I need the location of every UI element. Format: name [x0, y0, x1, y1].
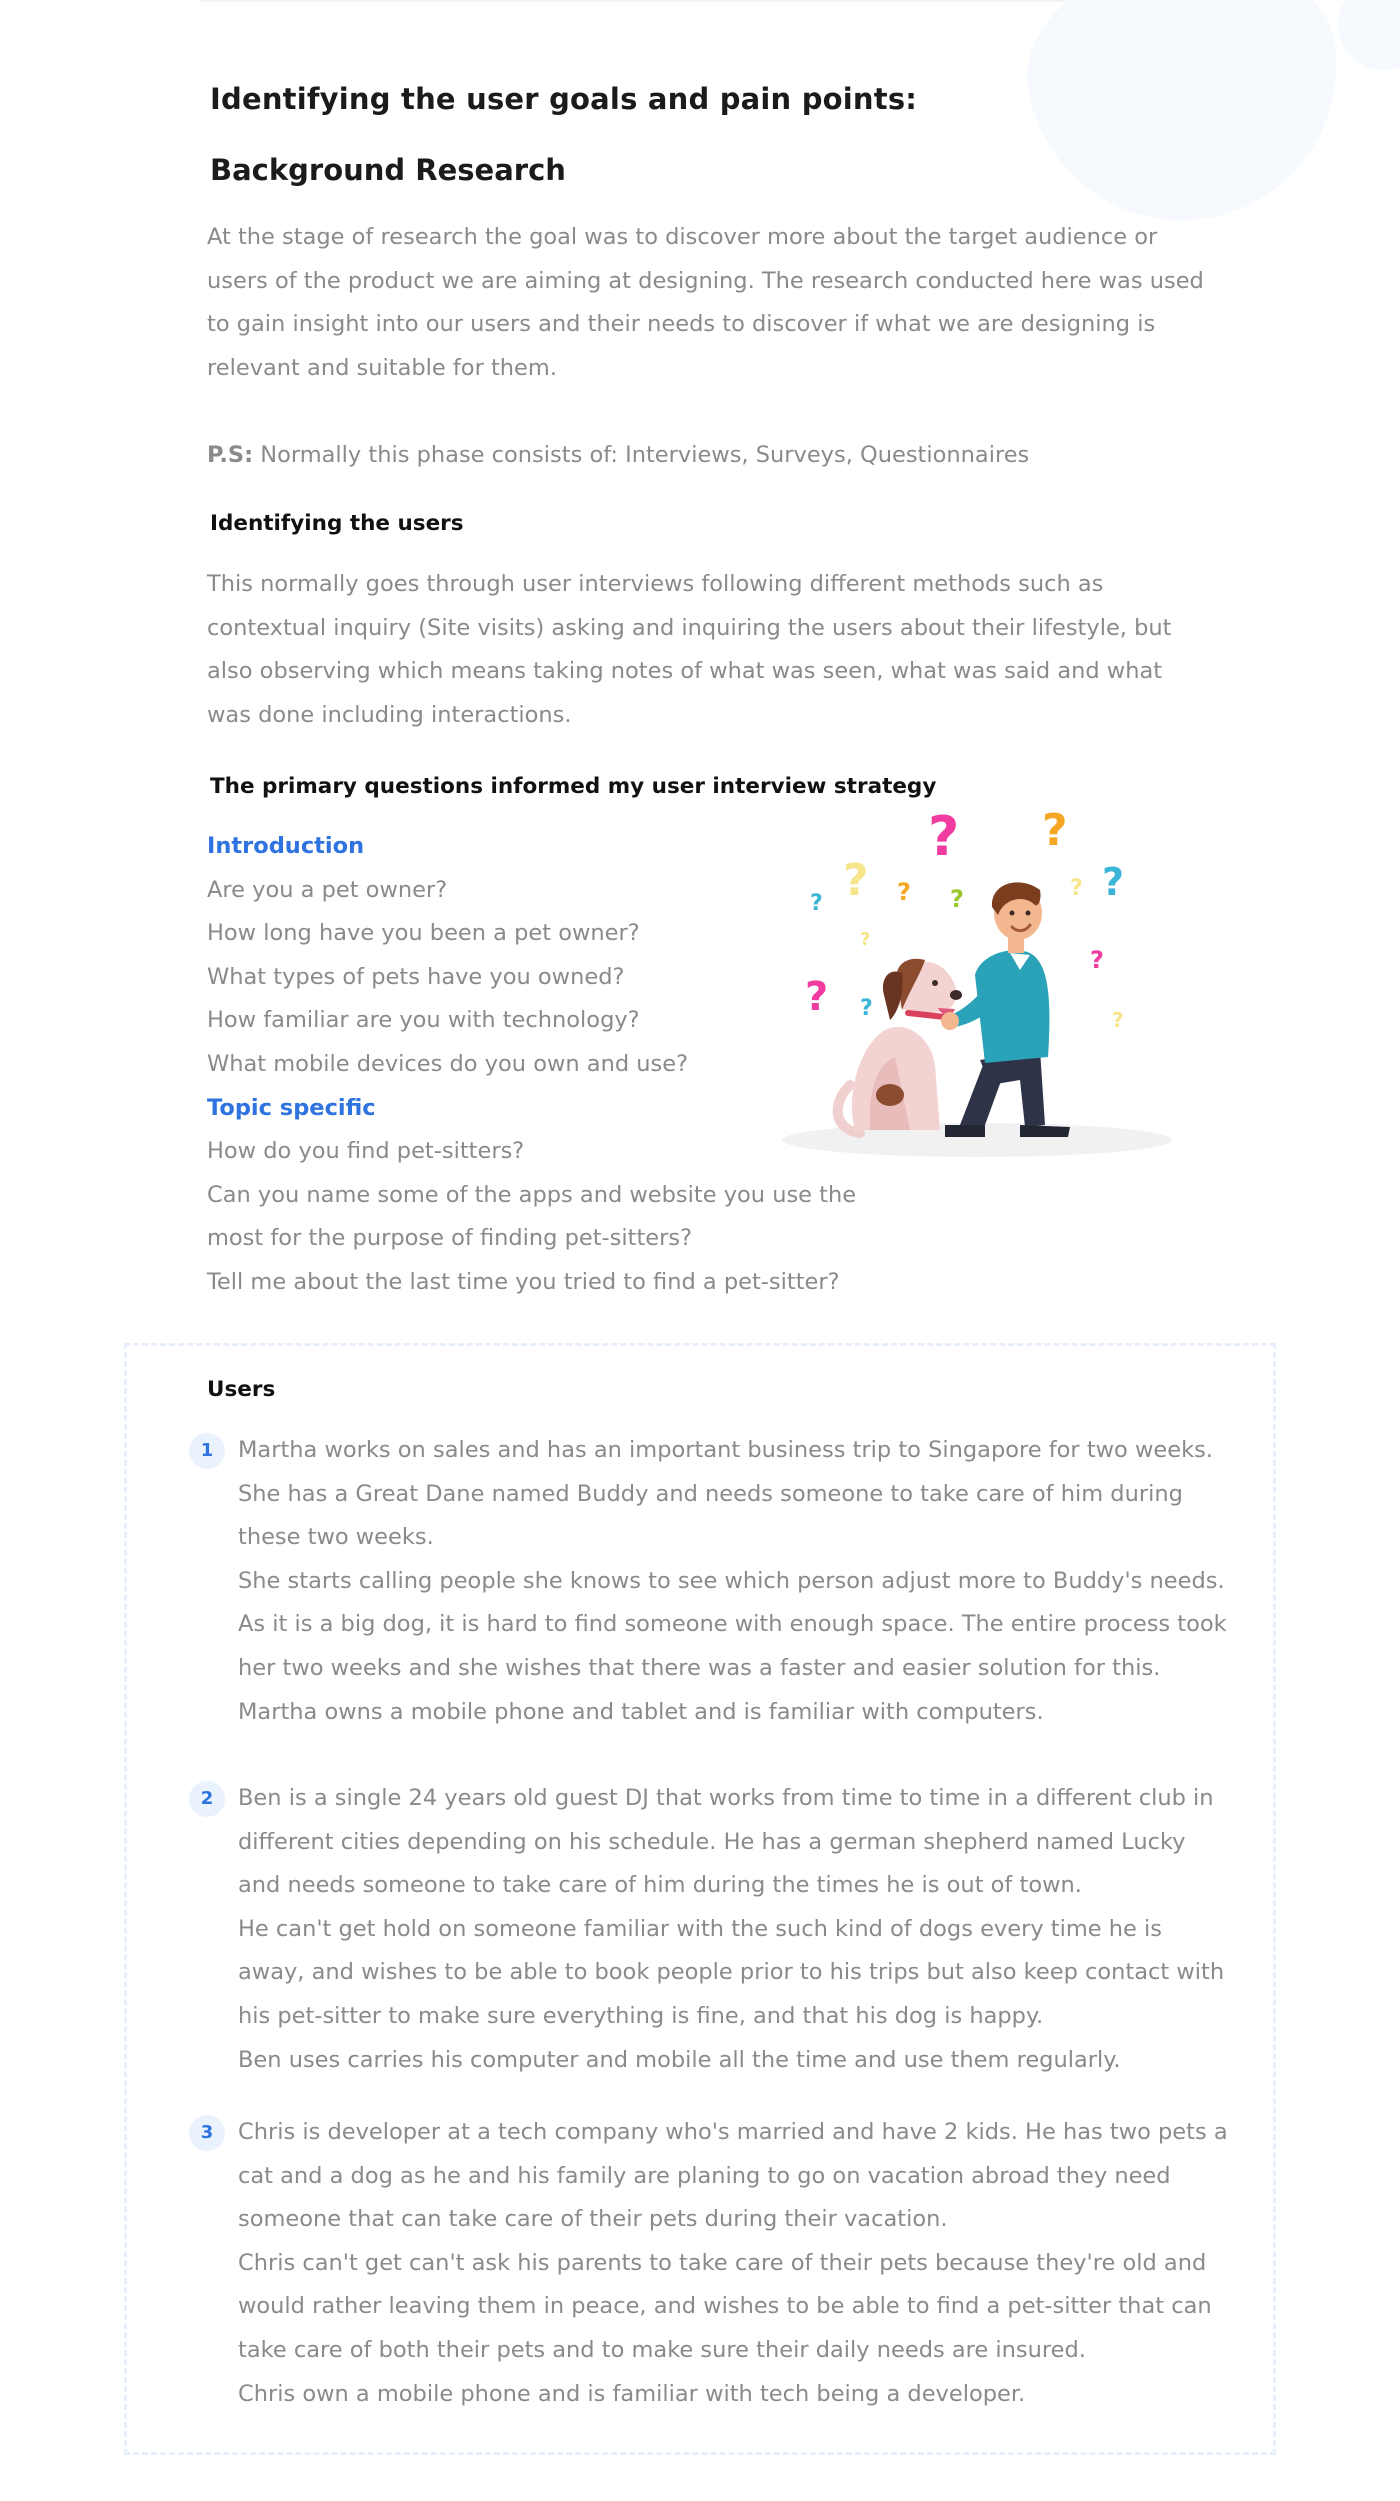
svg-text:?: ?	[928, 805, 960, 868]
question-item: How familiar are you with technology?	[207, 1007, 640, 1034]
identifying-paragraph: This normally goes through user interviews following different methods such as contextual inquiry (Site visits) asking and inquiring the users about their lifestyle, but also observing which means taking notes of what was seen, what was said and what was done including interactions.	[207, 571, 1172, 728]
question-item: What types of pets have you owned?	[207, 963, 625, 990]
svg-text:?: ?	[860, 929, 871, 950]
question-item: Tell me about the last time you tried to find a pet-sitter?	[207, 1268, 840, 1295]
user-description	[238, 1777, 1228, 2082]
man-with-dog-illustration	[780, 795, 1180, 1165]
svg-text:?: ?	[805, 974, 829, 1020]
user-line: Martha owns a mobile phone and tablet and is familiar with computers.	[238, 1698, 1044, 1725]
svg-text:?: ?	[897, 878, 911, 906]
svg-text:?: ?	[950, 885, 964, 913]
user-line: She starts calling people she knows to see which person adjust more to Buddy's needs. As it is a big dog, it is hard to find someone with enough space. The entire process took her two weeks and she wishes that there was a faster and easier solution for this.	[238, 1567, 1227, 1681]
top-divider	[200, 0, 1200, 2]
user-line: Ben is a single 24 years old guest DJ that works from time to time in a different club in different cities depending on his schedule. He has a german shepherd named Lucky and needs someone to take care of him during the times he is out of town.	[238, 1785, 1214, 1899]
heading-identifying-users: Identifying the users	[210, 511, 464, 536]
user-line: Martha works on sales and has an important business trip to Singapore for two weeks. She has a Great Dane named Buddy and needs someone to take care of him during these two weeks.	[238, 1437, 1213, 1551]
questions-intro-label: Introduction	[207, 833, 365, 859]
user-line: Chris is developer at a tech company who's married and have 2 kids. He has two pets a cat and a dog as he and his family are planing to go on vacation abroad they need someone that can take care of their pets during their vacation.	[238, 2119, 1228, 2233]
user-line: Chris can't get can't ask his parents to take care of their pets because they're old and would rather leaving them in peace, and wishes to be able to find a pet-sitter that can take care of both their pets and to make sure their daily needs are insured.	[238, 2249, 1212, 2363]
ps-note	[207, 434, 1207, 478]
svg-text:?: ?	[810, 891, 823, 916]
decorative-blob	[1013, 0, 1356, 240]
question-item: How do you find pet-sitters?	[207, 1138, 525, 1165]
user-number-badge: 3	[189, 2115, 225, 2151]
svg-text:?: ?	[843, 855, 869, 906]
research-paragraph: At the stage of research the goal was to discover more about the target audience or users of the product we are aiming at designing. The research conducted here was used to gain insight into our users and their needs to discover if what we are designing is relevant and suitable for them.	[207, 224, 1204, 381]
ps-label: P.S:	[207, 442, 254, 468]
ps-text: Normally this phase consists of: Interviews, Surveys, Questionnaires	[253, 442, 1030, 468]
svg-text:?: ?	[1042, 805, 1068, 856]
user-number-badge: 2	[189, 1781, 225, 1817]
section-title-background-research: Background Research	[210, 153, 566, 187]
question-item: What mobile devices do you own and use?	[207, 1050, 689, 1077]
user-line: Chris own a mobile phone and is familiar with tech being a developer.	[238, 2380, 1026, 2407]
user-description	[238, 2111, 1228, 2416]
users-heading: Users	[207, 1377, 276, 1402]
svg-text:?: ?	[860, 996, 873, 1021]
page-title: Identifying the user goals and pain points:	[210, 82, 918, 116]
user-line: Ben uses carries his computer and mobile all the time and use them regularly.	[238, 2046, 1121, 2073]
questions-topic-label: Topic specific	[207, 1094, 376, 1121]
heading-primary-questions: The primary questions informed my user interview strategy	[210, 774, 937, 799]
question-item: Can you name some of the apps and website you use the most for the purpose of finding pet-sitters?	[207, 1181, 857, 1252]
svg-text:?: ?	[1102, 860, 1125, 904]
question-item: How long have you been a pet owner?	[207, 920, 640, 947]
svg-text:?: ?	[1112, 1008, 1124, 1032]
decorative-circle	[1338, 0, 1400, 70]
svg-text:?: ?	[1070, 876, 1083, 901]
user-description	[238, 1429, 1228, 1734]
svg-text:?: ?	[1090, 946, 1104, 974]
user-line: He can't get hold on someone familiar with the such kind of dogs every time he is away, and wishes to be able to book people prior to his trips but also keep contact with his pet-sitter to make sure everything is fine, and that his dog is happy.	[238, 1915, 1225, 2029]
user-number-badge: 1	[189, 1433, 225, 1469]
question-item: Are you a pet owner?	[207, 876, 448, 903]
